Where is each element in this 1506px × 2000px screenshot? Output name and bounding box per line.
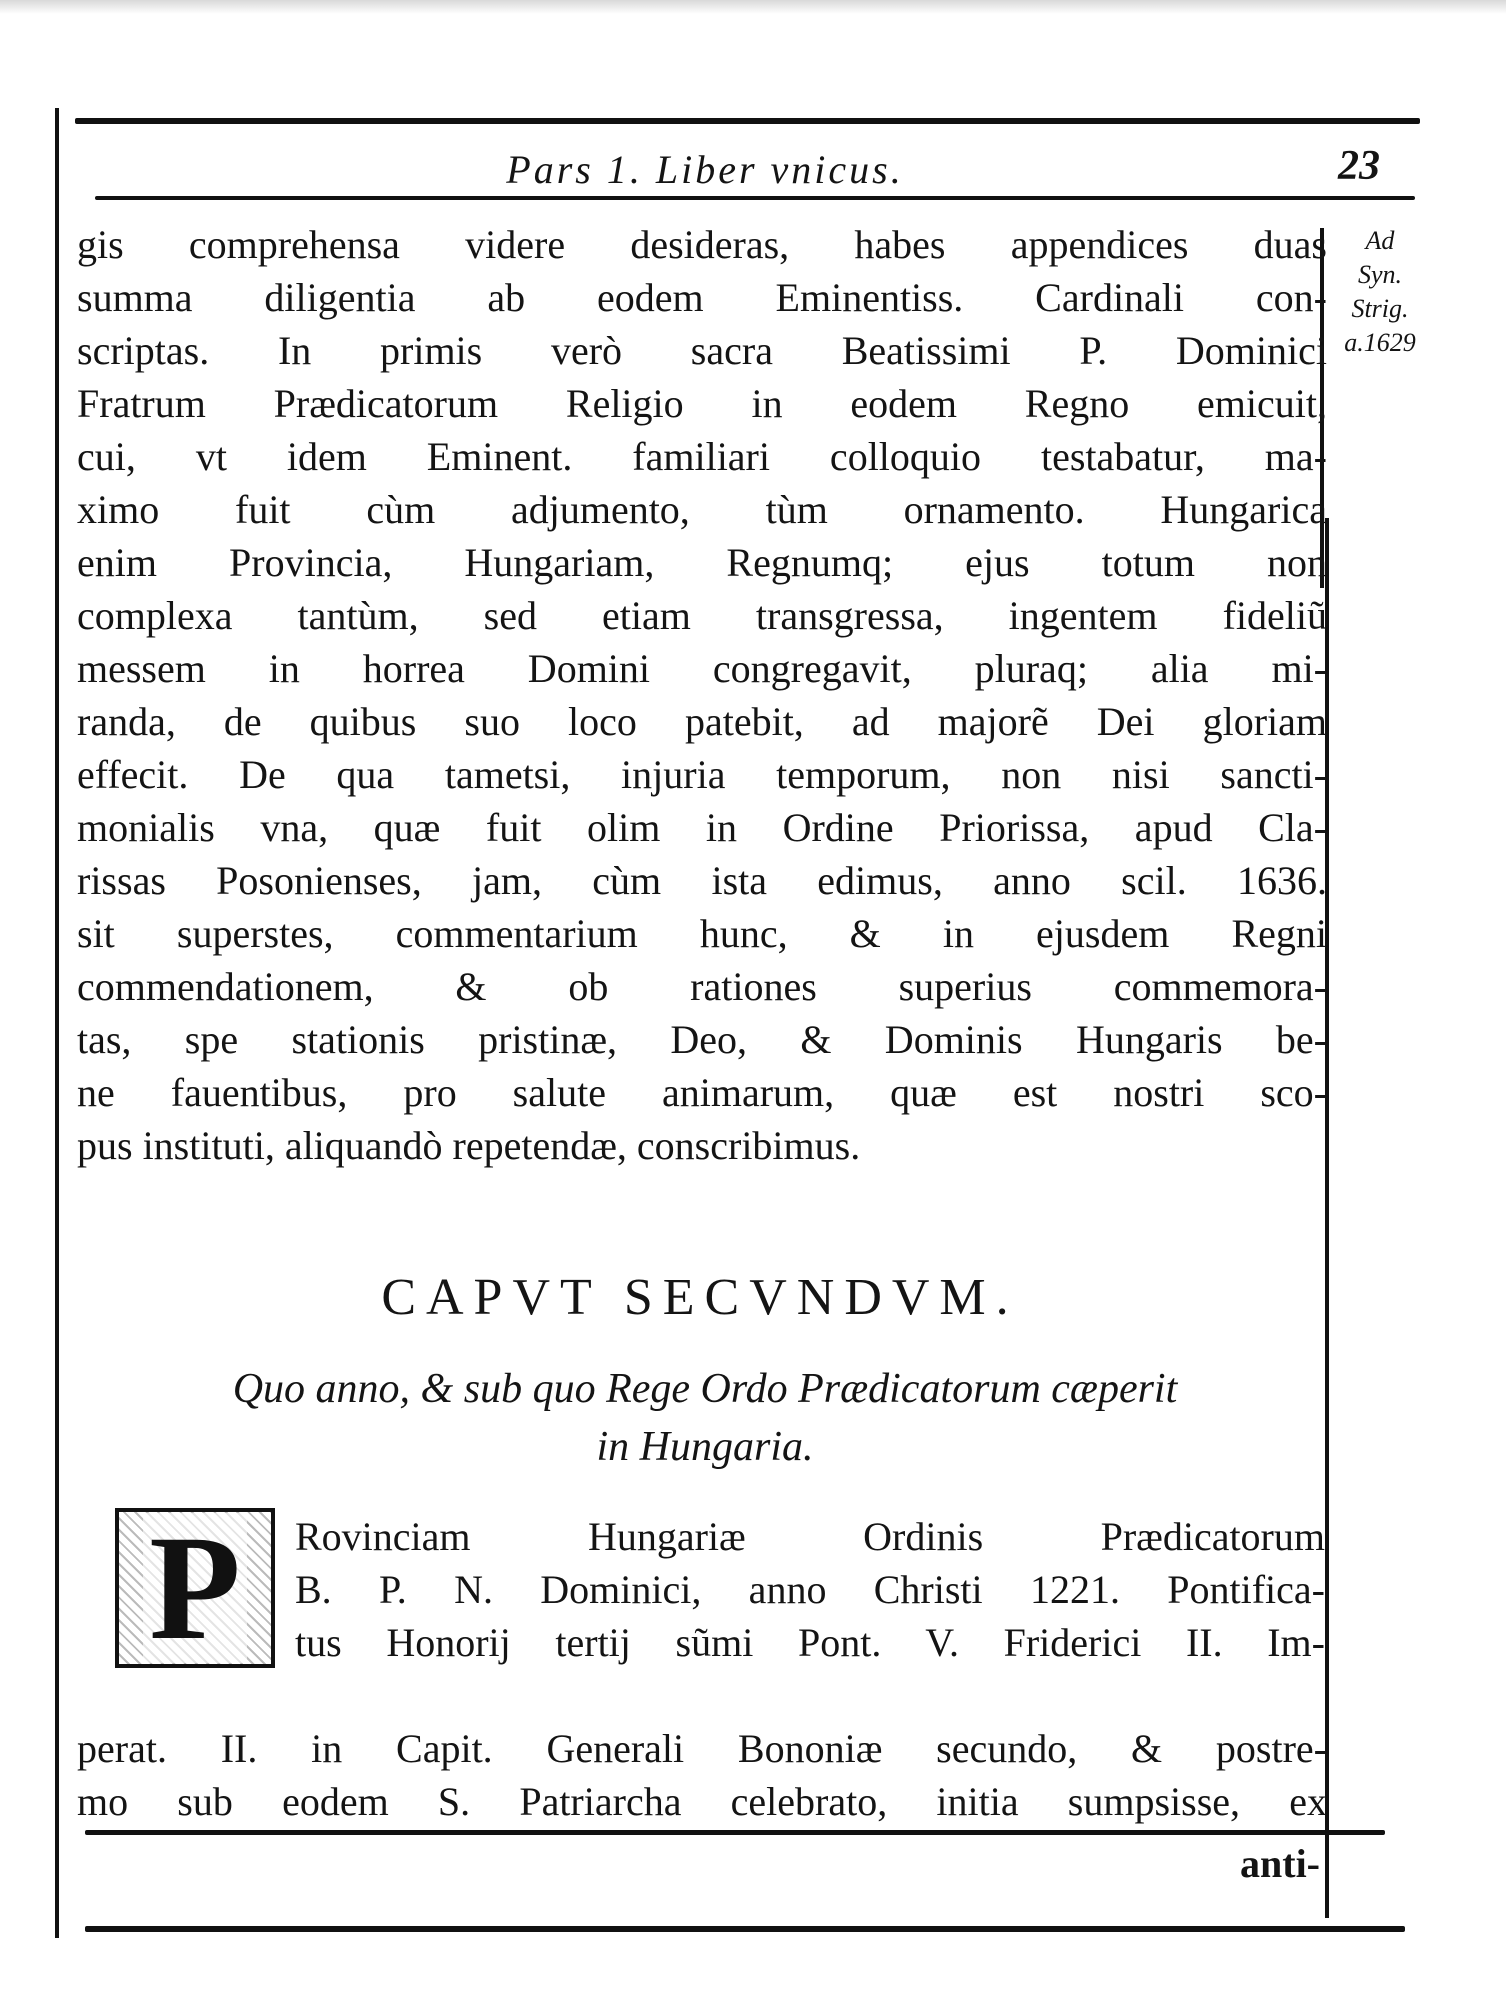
marginal-line: Ad <box>1365 226 1395 255</box>
text-line: sit superstes, commentarium hunc, & in ejusdem Regni <box>77 911 1327 956</box>
marginal-line: Strig. <box>1351 294 1409 323</box>
left-border <box>55 108 59 1938</box>
catchword: anti- <box>1240 1841 1320 1886</box>
header-bottom-rule <box>95 196 1415 200</box>
page-frame <box>55 118 1420 1938</box>
running-header: Pars 1. Liber vnicus. <box>506 147 904 192</box>
subtitle-line: in Hungaria. <box>596 1424 814 1470</box>
initial-letter: P <box>143 1513 247 1663</box>
text-line: enim Provincia, Hungariam, Regnumq; ejus totum non <box>77 540 1327 585</box>
text-line: tas, spe stationis pristinæ, Deo, & Dominis Hungaris be- <box>77 1017 1327 1062</box>
text-line: mo sub eodem S. Patriarcha celebrato, initia sumpsisse, ex <box>77 1779 1327 1824</box>
text-line: messem in horrea Domini congregavit, pluraq; alia mi- <box>77 646 1327 691</box>
footer-top-rule <box>85 1830 1385 1835</box>
text-line: commendationem, & ob rationes superius commemora- <box>77 964 1327 1009</box>
marginal-line: Syn. <box>1357 260 1403 289</box>
text-line: ximo fuit cùm adjumento, tùm ornamento. Hungarica <box>77 487 1327 532</box>
text-line: Fratrum Prædicatorum Religio in eodem Regno emicuit, <box>77 381 1327 426</box>
chapter-subtitle <box>85 1360 1325 1476</box>
initial-paragraph-continued <box>77 1722 1327 1828</box>
text-line: gis comprehensa videre desideras, habes appendices duas <box>77 222 1327 267</box>
marginal-line: a.1629 <box>1344 328 1416 357</box>
text-line: ne fauentibus, pro salute animarum, quæ est nostri sco- <box>77 1070 1327 1115</box>
text-line: cui, vt idem Eminent. familiari colloquio testabatur, ma- <box>77 434 1327 479</box>
text-line: complexa tantùm, sed etiam transgressa, ingentem fideliũ <box>77 593 1327 638</box>
scan-edge <box>0 0 1506 14</box>
text-line: B. P. N. Dominici, anno Christi 1221. Pontifica- <box>295 1567 1325 1612</box>
text-line: tus Honorij tertij sũmi Pont. V. Friderici II. Im- <box>295 1620 1325 1665</box>
marginal-note <box>1340 224 1420 360</box>
text-line: randa, de quibus suo loco patebit, ad majorẽ Dei gloriam <box>77 699 1327 744</box>
text-line: scriptas. In primis verò sacra Beatissimi P. Dominici <box>77 328 1327 373</box>
chapter-title: CAPVT SECVNDVM. <box>381 1269 1019 1326</box>
subtitle-line: Quo anno, & sub quo Rege Ordo Prædicatorum cæperit <box>232 1366 1178 1412</box>
initial-paragraph <box>295 1510 1325 1669</box>
decorated-initial <box>115 1505 275 1671</box>
text-line: summa diligentia ab eodem Eminentiss. Cardinali con- <box>77 275 1327 320</box>
header-top-rule <box>75 118 1420 124</box>
text-line: rissas Posonienses, jam, cùm ista edimus, anno scil. 1636. <box>77 858 1327 903</box>
text-line: effecit. De qua tametsi, injuria temporum, non nisi sancti- <box>77 752 1327 797</box>
text-line: perat. II. in Capit. Generali Bononiæ secundo, & postre- <box>77 1726 1327 1771</box>
body-text <box>77 218 1327 1172</box>
text-line: pus instituti, aliquandò repetendæ, conscribimus. <box>77 1123 861 1168</box>
text-line: monialis vna, quæ fuit olim in Ordine Priorissa, apud Cla- <box>77 805 1327 850</box>
text-line: Rovinciam Hungariæ Ordinis Prædicatorum <box>295 1514 1325 1559</box>
footer-bottom-rule <box>85 1926 1405 1932</box>
page-number: 23 <box>1338 143 1380 189</box>
